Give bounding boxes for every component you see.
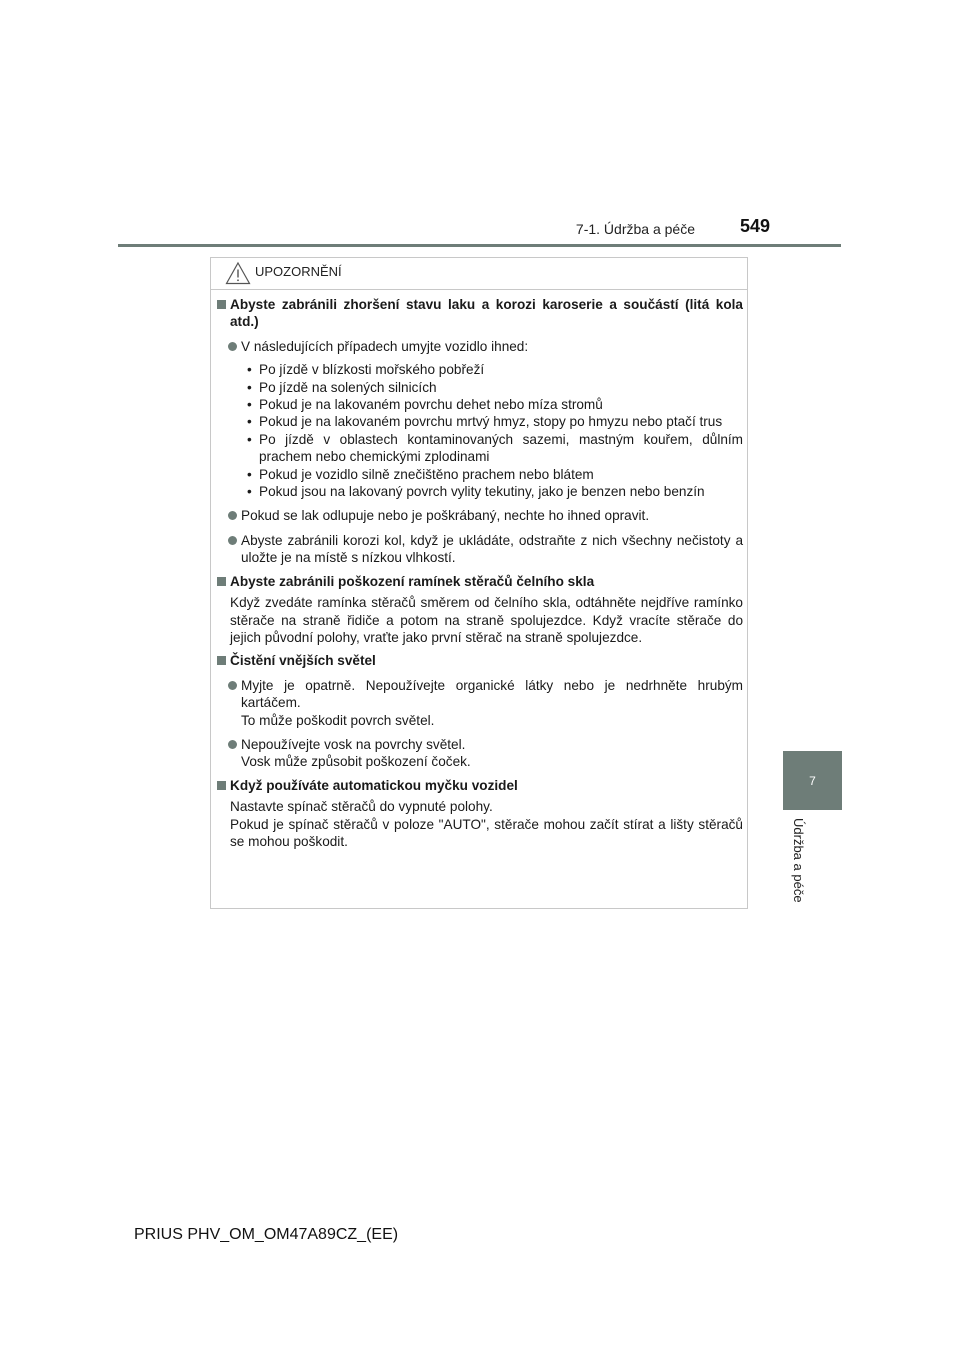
section-paragraph: Když zvedáte ramínka stěračů směrem od čelního skla, odtáhněte nejdříve ramínko stěrače na straně řidiče a potom na straně spolujezdce. Když vracíte stěrače do jejich původní polohy, vraťte jako první stěrač na straně spolujezdce. (230, 595, 743, 645)
square-bullet-icon (217, 300, 226, 309)
header-section-title: 7-1. Údržba a péče (575, 221, 695, 237)
list-item: • Pokud jsou na lakovaný povrch vylity tekutiny, jako je benzen nebo benzín (247, 484, 705, 500)
bullet-item: Pokud se lak odlupuje nebo je poškrábaný, nechte ho ihned opravit. (217, 507, 743, 524)
warning-header (211, 258, 747, 290)
bullet-item: Nepoužívejte vosk na povrchy světel. Vosk může způsobit poškození čoček. (217, 736, 743, 771)
round-bullet-icon (228, 740, 237, 749)
section-heading: Abyste zabránili poškození ramínek stěračů čelního skla (217, 573, 743, 590)
warning-triangle-icon (225, 261, 251, 285)
section-paragraph: Nastavte spínač stěračů do vypnuté polohy. Pokud je spínač stěračů v poloze "AUTO", stěrače mohou začít stírat a lišty stěračů se mohou poškodit. (230, 799, 743, 849)
list-item: • Pokud je na lakovaném povrchu mrtvý hmyz, stopy po hmyzu nebo ptačí trus (247, 414, 723, 430)
chapter-side-title: Údržba a péče (791, 818, 806, 903)
square-bullet-icon (217, 656, 226, 665)
round-bullet-icon (228, 511, 237, 520)
bullet-item: Myjte je opatrně. Nepoužívejte organické látky nebo je nedrhněte hrubým kartáčem. To může poškodit povrch světel. (217, 677, 743, 729)
round-bullet-icon (228, 536, 237, 545)
bullet-item: V následujících případech umyjte vozidlo ihned: (217, 338, 743, 355)
list-item: • Po jízdě na solených silnicích (247, 379, 437, 395)
section-heading: Abyste zabránili zhoršení stavu laku a korozi karoserie a součástí (litá kola atd.) (217, 296, 743, 331)
list-item: • Pokud je vozidlo silně znečištěno prachem nebo blátem (247, 466, 594, 482)
list-item: • Po jízdě v oblastech kontaminovaných sazemi, mastným kouřem, důlním prachem nebo chemickými zplodinami (247, 431, 743, 465)
warning-content (217, 296, 743, 850)
list-item: • Po jízdě v blízkosti mořského pobřeží (247, 362, 485, 378)
section-heading: Když používáte automatickou myčku vozidel (217, 777, 743, 794)
warning-box (210, 257, 748, 909)
round-bullet-icon (228, 342, 237, 351)
section-heading: Čistění vnějších světel (217, 652, 743, 669)
sub-list (217, 361, 743, 500)
chapter-number: 7 (809, 773, 816, 788)
square-bullet-icon (217, 577, 226, 586)
square-bullet-icon (217, 781, 226, 790)
warning-title: UPOZORNĚNÍ (255, 264, 342, 279)
list-item: • Pokud je na lakovaném povrchu dehet nebo míza stromů (247, 397, 603, 413)
header-rule (118, 244, 841, 247)
round-bullet-icon (228, 681, 237, 690)
chapter-tab (783, 751, 842, 810)
document-code: PRIUS PHV_OM_OM47A89CZ_(EE) (134, 1226, 399, 1243)
page-number: 549 (740, 216, 771, 236)
bullet-item: Abyste zabránili korozi kol, když je ukládáte, odstraňte z nich všechny nečistoty a uložte je na místě s nízkou vlhkostí. (217, 532, 743, 567)
